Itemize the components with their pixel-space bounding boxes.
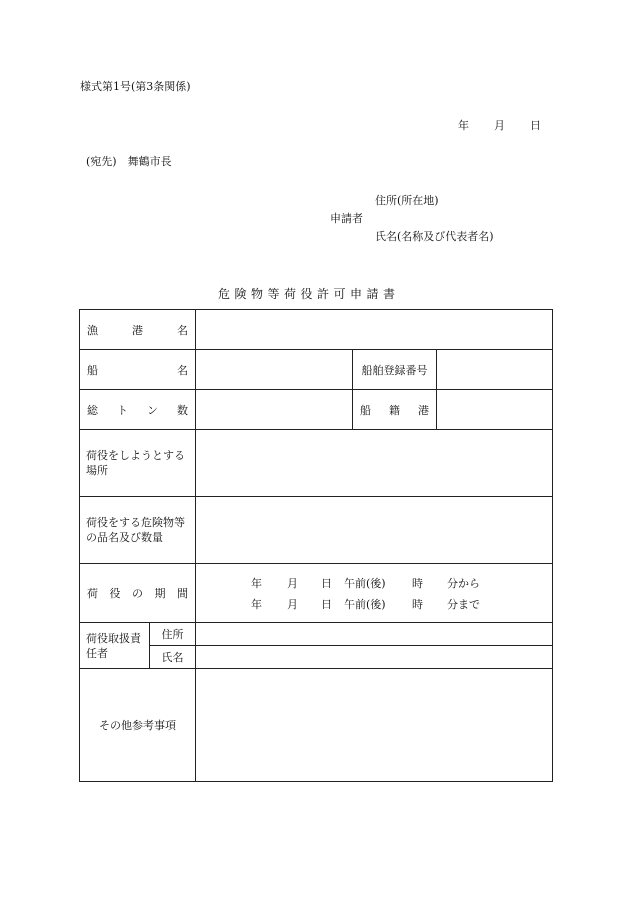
cargo-location-label: 荷役をしようとする場所 (80, 430, 196, 497)
form-number: 様式第1号(第3条関係) (80, 80, 191, 93)
port-of-registry-field[interactable] (437, 390, 553, 430)
fishing-port-label: 漁 港 名 (80, 310, 196, 350)
row-cargo-location (80, 430, 553, 497)
dangerous-goods-label: 荷役をする危険物等の品名及び数量 (80, 497, 196, 564)
handler-label: 荷役取扱責任者 (80, 623, 150, 669)
handler-name-field[interactable] (196, 646, 553, 669)
handler-address-field[interactable] (196, 623, 553, 646)
fishing-port-field[interactable] (196, 310, 553, 350)
gross-tonnage-field[interactable] (196, 390, 353, 430)
address-label: 住所(所在地) (375, 194, 439, 207)
period-field[interactable] (196, 564, 553, 623)
document-title: 危険物等荷役許可申請書 (218, 287, 400, 301)
handler-address-label: 住所 (150, 623, 196, 646)
row-handler-address (80, 623, 553, 646)
date-month: 月 (494, 119, 505, 132)
ship-name-label: 船 名 (80, 350, 196, 390)
ship-name-field[interactable] (196, 350, 353, 390)
period-from-line: 年 月 日 午前(後) 時 分から (251, 576, 480, 590)
row-gross-tonnage (80, 390, 553, 430)
gross-tonnage-label: 総 ト ン 数 (80, 390, 196, 430)
other-notes-label: その他参考事項 (80, 669, 196, 782)
handler-name-label: 氏名 (150, 646, 196, 669)
port-of-registry-label: 船 籍 港 (353, 390, 437, 430)
row-ship-name (80, 350, 553, 390)
date-day: 日 (530, 119, 541, 132)
row-handler-name (80, 646, 553, 669)
applicant-label: 申請者 (330, 212, 363, 225)
row-period (80, 564, 553, 623)
cargo-location-field[interactable] (196, 430, 553, 497)
ship-registration-label: 船舶登録番号 (353, 350, 437, 390)
application-table (79, 309, 553, 782)
dangerous-goods-field[interactable] (196, 497, 553, 564)
row-other-notes (80, 669, 553, 782)
addressee: (宛先) 舞鶴市長 (86, 155, 172, 168)
name-label: 氏名(名称及び代表者名) (375, 230, 494, 243)
ship-registration-field[interactable] (437, 350, 553, 390)
period-to-line: 年 月 日 午前(後) 時 分まで (251, 597, 480, 611)
row-fishing-port (80, 310, 553, 350)
period-label: 荷 役 の 期 間 (80, 564, 196, 623)
date-year: 年 (458, 119, 469, 132)
other-notes-field[interactable] (196, 669, 553, 782)
row-dangerous-goods (80, 497, 553, 564)
